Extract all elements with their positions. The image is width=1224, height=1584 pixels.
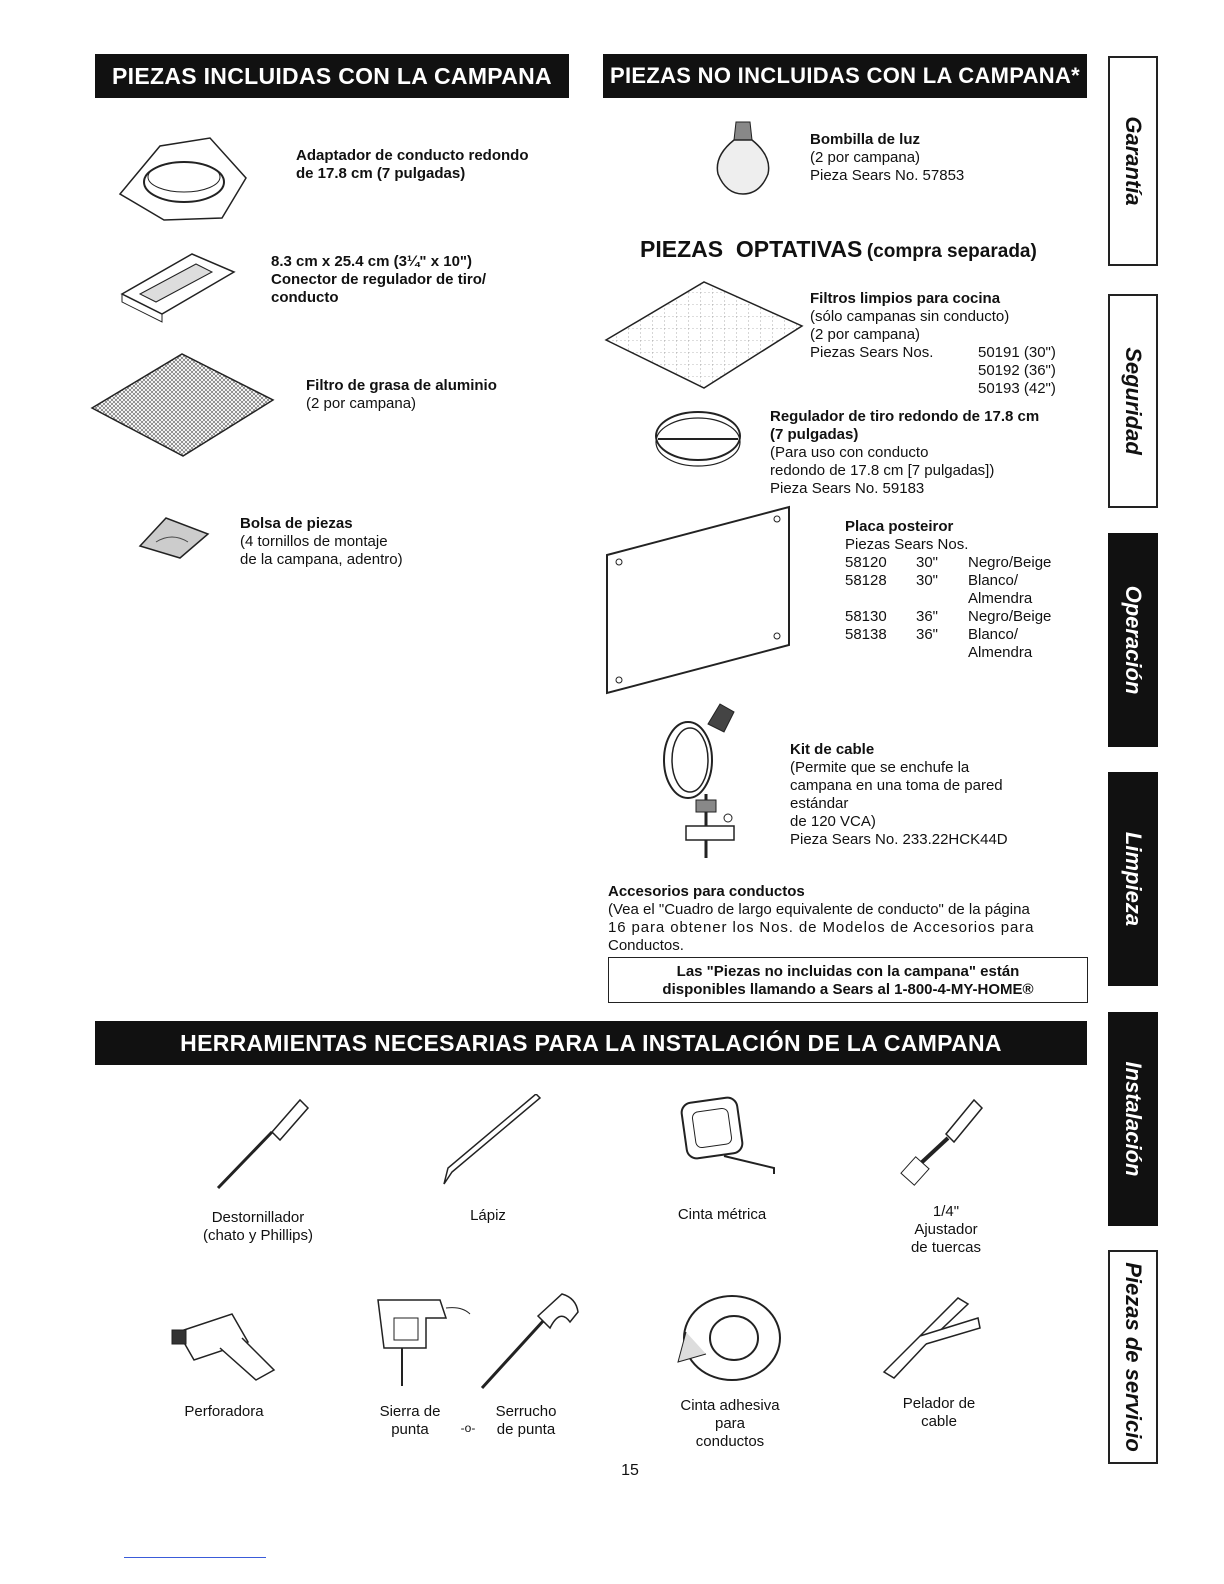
header-not-included: PIEZAS NO INCLUIDAS CON LA CAMPANA* xyxy=(603,54,1087,98)
parts-bag-illustration xyxy=(136,512,212,560)
light-bulb-illustration xyxy=(712,118,774,198)
backplate-color: Negro/Beige xyxy=(968,608,1052,625)
jigsaw-illustration xyxy=(372,1292,472,1390)
bag-title: Bolsa de piezas xyxy=(240,515,353,532)
tab-operacion[interactable] xyxy=(1108,533,1158,747)
cable-line: estándar xyxy=(790,795,849,812)
damper-title1: Regulador de tiro redondo de 17.8 cm xyxy=(770,408,1040,425)
drill-line1: Perforadora xyxy=(184,1403,264,1420)
charcoal-filter-illustration xyxy=(604,280,804,392)
filter-title: Filtro de grasa de aluminio xyxy=(306,377,497,394)
connector-line2: Conector de regulador de tiro/ xyxy=(271,271,487,288)
backplate-num: 58128 xyxy=(845,572,887,589)
backplate-color: Negro/Beige xyxy=(968,554,1052,571)
duct-adapter-illustration xyxy=(112,132,252,222)
connector-line1: 8.3 cm x 25.4 cm (3¼" x 10") xyxy=(271,253,473,270)
header-tools: HERRAMIENTAS NECESARIAS PARA LA INSTALACIÓN DE LA CAMPANA xyxy=(95,1021,1087,1065)
bulb-part: Pieza Sears No. 57853 xyxy=(810,167,965,184)
duct-tape-line1: Cinta adhesiva xyxy=(680,1397,780,1414)
tab-limpieza[interactable] xyxy=(1108,772,1158,986)
tab-label: Piezas de servicio xyxy=(1121,1262,1146,1452)
opt-filter-num-1: 50192 (36") xyxy=(978,362,1056,379)
backplate-num: 58138 xyxy=(845,626,887,643)
notice-line2: disponibles llamando a Sears al 1-800-4-MY-HOME® xyxy=(662,981,1034,998)
backplate-num: 58130 xyxy=(845,608,887,625)
optional-title: PIEZAS OPTATIVAS xyxy=(640,236,863,262)
back-plate-illustration xyxy=(603,505,795,695)
opt-filter-note1: (sólo campanas sin conducto) xyxy=(810,308,1010,325)
keyhole-line1: Serrucho xyxy=(495,1403,557,1420)
damper-note2: redondo de 17.8 cm [7 pulgadas]) xyxy=(770,462,995,479)
cable-line: de 120 VCA) xyxy=(790,813,876,830)
nutdriver-line1: 1/4" xyxy=(932,1203,960,1220)
damper-connector-illustration xyxy=(112,244,242,324)
stripper-line2: cable xyxy=(921,1413,957,1430)
damper-note1: (Para uso con conducto xyxy=(770,444,929,461)
tape-line1: Cinta métrica xyxy=(677,1206,767,1223)
adapter-line1: Adaptador de conducto redondo xyxy=(296,147,529,164)
filter-note: (2 por campana) xyxy=(306,395,417,412)
backplate-color: Blanco/ xyxy=(968,572,1019,589)
backplate-title: Placa posteiror xyxy=(845,518,954,535)
duct-acc-line: 16 para obtener los Nos. de Modelos de Accesorios para xyxy=(608,919,1035,936)
duct-acc-title: Accesorios para conductos xyxy=(608,883,805,900)
backplate-row xyxy=(845,554,887,572)
pencil-illustration xyxy=(440,1094,544,1188)
backplate-color: Blanco/ xyxy=(968,626,1019,643)
tab-label: Limpieza xyxy=(1121,831,1146,927)
bottom-rule xyxy=(124,1557,266,1558)
optional-parts-heading xyxy=(640,236,1037,263)
tab-instalacion[interactable] xyxy=(1108,1012,1158,1226)
tab-label: Instalación xyxy=(1121,1061,1146,1177)
notice-line1: Las "Piezas no incluidas con la campana" están xyxy=(676,963,1020,980)
opt-filter-num-0: 50191 (30") xyxy=(978,344,1056,361)
opt-filter-label: Piezas Sears Nos. xyxy=(810,344,934,361)
duct-acc-line: Conductos. xyxy=(608,937,684,954)
stripper-line1: Pelador de xyxy=(902,1395,976,1412)
screwdriver-line2: (chato y Phillips) xyxy=(202,1227,314,1244)
bag-note2: de la campana, adentro) xyxy=(240,551,403,568)
tape-measure-illustration xyxy=(676,1092,780,1176)
nutdriver-line3: de tuercas xyxy=(910,1239,982,1256)
keyhole-saw-illustration xyxy=(478,1290,582,1392)
keyhole-line2: de punta xyxy=(496,1421,556,1438)
cable-line: Pieza Sears No. 233.22HCK44D xyxy=(790,831,1008,848)
cable-line: (Permite que se enchufe la xyxy=(790,759,970,776)
cable-title: Kit de cable xyxy=(790,741,875,758)
duct-tape-line2: para xyxy=(714,1415,746,1432)
or-separator: -o- xyxy=(460,1421,476,1435)
backplate-size: 30" xyxy=(916,554,939,571)
round-damper-illustration xyxy=(652,406,744,472)
jigsaw-line2: punta xyxy=(391,1421,429,1438)
bulb-note: (2 por campana) xyxy=(810,149,921,166)
backplate-color: Almendra xyxy=(968,644,1033,661)
adapter-line2: de 17.8 cm (7 pulgadas) xyxy=(296,165,466,182)
backplate-label: Piezas Sears Nos. xyxy=(845,536,969,553)
duct-tape-line3: conductos xyxy=(695,1433,765,1450)
backplate-num: 58120 xyxy=(845,554,887,571)
opt-filter-title: Filtros limpios para cocina xyxy=(810,290,1001,307)
damper-title2: (7 pulgadas) xyxy=(770,426,859,443)
grease-filter-illustration xyxy=(90,350,275,460)
opt-filter-num-2: 50193 (42") xyxy=(978,380,1056,397)
drill-illustration xyxy=(170,1308,280,1390)
bag-note1: (4 tornillos de montaje xyxy=(240,533,388,550)
jigsaw-line1: Sierra de xyxy=(379,1403,441,1420)
tab-label: Operación xyxy=(1121,585,1146,695)
header-included: PIEZAS INCLUIDAS CON LA CAMPANA xyxy=(95,54,569,98)
connector-line3: conducto xyxy=(271,289,339,306)
bulb-title: Bombilla de luz xyxy=(810,131,921,148)
duct-acc-line: (Vea el "Cuadro de largo equivalente de conducto" de la página xyxy=(608,901,1030,918)
screwdriver-illustration xyxy=(210,1094,314,1194)
tab-seguridad[interactable] xyxy=(1108,294,1158,508)
opt-filter-note2: (2 por campana) xyxy=(810,326,921,343)
optional-sub: (compra separada) xyxy=(866,241,1037,262)
duct-tape-illustration xyxy=(676,1292,784,1384)
nutdriver-line2: Ajustador xyxy=(914,1221,978,1238)
page-number: 15 xyxy=(621,1462,639,1479)
backplate-color: Almendra xyxy=(968,590,1033,607)
tab-piezas-de-servicio[interactable] xyxy=(1108,1250,1158,1464)
pencil-line1: Lápiz xyxy=(470,1207,506,1224)
nut-driver-illustration xyxy=(900,1094,986,1186)
screwdriver-line1: Destornillador xyxy=(211,1209,305,1226)
backplate-size: 30" xyxy=(916,572,939,589)
backplate-size: 36" xyxy=(916,608,939,625)
wire-stripper-illustration xyxy=(880,1292,984,1382)
damper-part: Pieza Sears No. 59183 xyxy=(770,480,925,497)
cable-line: campana en una toma de pared xyxy=(790,777,1003,794)
backplate-size: 36" xyxy=(916,626,939,643)
tab-label: Seguridad xyxy=(1121,347,1146,455)
cable-kit-illustration xyxy=(650,696,750,860)
tab-garantia[interactable] xyxy=(1108,56,1158,266)
tab-label: Garantía xyxy=(1121,116,1146,206)
